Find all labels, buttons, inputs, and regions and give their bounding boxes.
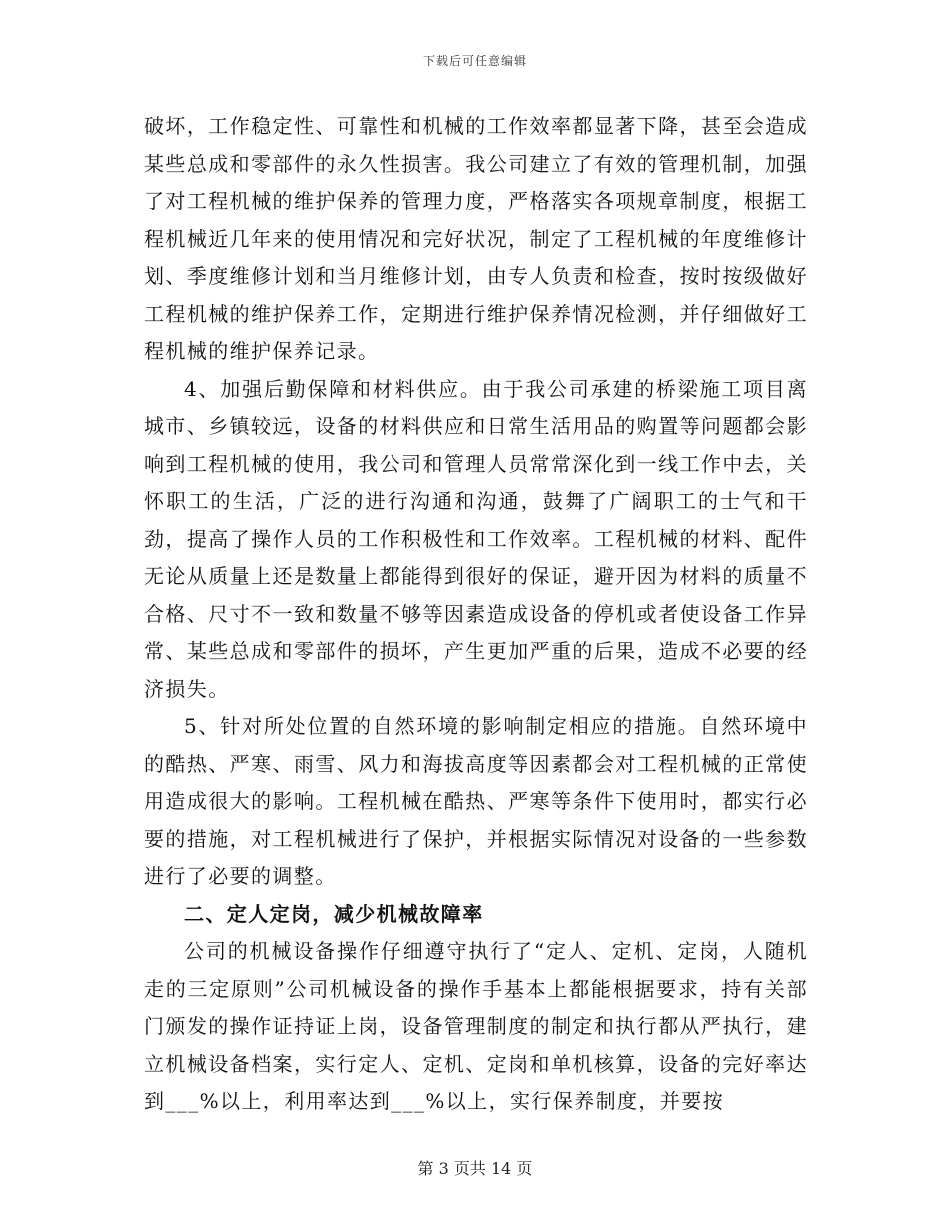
page-header: 下载后可任意编辑 <box>422 54 527 68</box>
page-footer: 第 3 页共 14 页 <box>417 1159 533 1178</box>
document-body <box>144 108 808 1121</box>
paragraph-environment: 5、针对所处位置的自然环境的影响制定相应的措施。自然环境中的酷热、严寒、雨雪、风力和海拔高度等因素都会对工程机械的正常使用造成很大的影响。工程机械在酷热、严寒等条件下使用时，都实行必要的措施，对工程机械进行了保护，并根据实际情况对设备的一些参数进行了必要的调整。 <box>144 714 808 888</box>
section-heading: 二、定人定岗，减少机械故障率 <box>184 901 484 926</box>
paragraph-operators: 公司的机械设备操作仔细遵守执行了“定人、定机、定岗，人随机走的三定原则”公司机械设备的操作手基本上都能根据要求，持有关部门颁发的操作证持证上岗，设备管理制度的制定和执行都从严执行，建立机械设备档案，实行定人、定机、定岗和单机核算，设备的完好率达到___%以上，利用率达到___%以上，实行保养制度，并要按 <box>144 939 808 1113</box>
paragraph-continued: 破坏，工作稳定性、可靠性和机械的工作效率都显著下降，甚至会造成某些总成和零部件的永久性损害。我公司建立了有效的管理机制，加强了对工程机械的维护保养的管理力度，严格落实各项规章制度，根据工程机械近几年来的使用情况和完好状况，制定了工程机械的年度维修计划、季度维修计划和当月维修计划，由专人负责和检查，按时按级做好工程机械的维护保养工作，定期进行维护保养情况检测，并仔细做好工程机械的维护保养记录。 <box>144 114 808 363</box>
paragraph-logistics: 4、加强后勤保障和材料供应。由于我公司承建的桥梁施工项目离城市、乡镇较远，设备的材料供应和日常生活用品的购置等问题都会影响到工程机械的使用，我公司和管理人员常常深化到一线工作中去，关怀职工的生活，广泛的进行沟通和沟通，鼓舞了广阔职工的士气和干劲，提高了操作人员的工作积极性和工作效率。工程机械的材料、配件无论从质量上还是数量上都能得到很好的保证，避开因为材料的质量不合格、尺寸不一致和数量不够等因素造成设备的停机或者使设备工作异常、某些总成和零部件的损坏，产生更加严重的后果，造成不必要的经济损失。 <box>144 376 808 701</box>
